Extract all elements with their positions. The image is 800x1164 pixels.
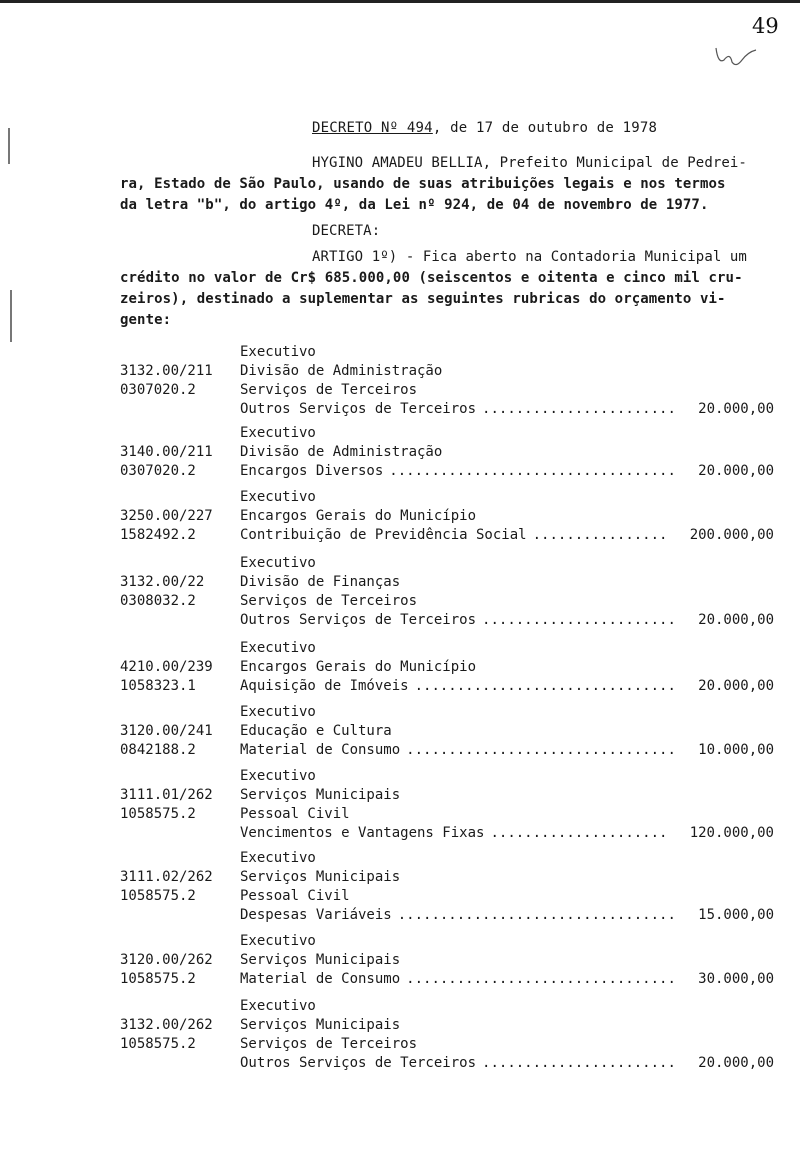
dot-leader: .......................	[482, 401, 676, 417]
article-line: ARTIGO 1º) - Fica aberto na Contadoria Municipal um	[312, 249, 747, 265]
article-line: zeiros), destinado a suplementar as seguintes rubricas do orçamento vi-	[120, 291, 726, 307]
entry-description: Educação e Cultura	[240, 723, 392, 739]
entry-description: Despesas Variáveis	[240, 907, 392, 923]
entry-program-code: 1058575.2	[120, 971, 196, 987]
entry-account-code: 3132.00/211	[120, 363, 213, 379]
entry-description: Pessoal Civil	[240, 806, 350, 822]
entry-unit: Executivo	[240, 850, 316, 866]
entry-account-code: 4210.00/239	[120, 659, 213, 675]
entry-amount: 20.000,00	[698, 401, 774, 417]
entry-description: Contribuição de Previdência Social	[240, 527, 527, 543]
entry-description: Divisão de Finanças	[240, 574, 401, 590]
dot-leader: .................................	[397, 907, 676, 923]
entry-account-code: 3140.00/211	[120, 444, 213, 460]
entry-account-code: 3120.00/262	[120, 952, 213, 968]
dot-leader: ................................	[406, 971, 676, 987]
entry-program-code: 0308032.2	[120, 593, 196, 609]
entry-amount: 15.000,00	[698, 907, 774, 923]
entry-description: Aquisição de Imóveis	[240, 678, 409, 694]
dot-leader: ................	[532, 527, 668, 543]
article-line: gente:	[120, 312, 172, 328]
entry-program-code: 1058575.2	[120, 806, 196, 822]
entry-amount: 200.000,00	[689, 527, 774, 543]
entry-description: Serviços Municipais	[240, 787, 401, 803]
dot-leader: .......................	[482, 612, 676, 628]
entry-account-code: 3111.02/262	[120, 869, 213, 885]
entry-amount: 20.000,00	[698, 463, 774, 479]
entry-description: Serviços de Terceiros	[240, 1036, 418, 1052]
entry-description: Serviços de Terceiros	[240, 382, 418, 398]
dot-leader: .....................	[490, 825, 668, 841]
entry-amount: 120.000,00	[689, 825, 774, 841]
entry-description: Vencimentos e Vantagens Fixas	[240, 825, 485, 841]
entry-amount: 20.000,00	[698, 612, 774, 628]
entry-program-code: 1058575.2	[120, 1036, 196, 1052]
entry-unit: Executivo	[240, 555, 316, 571]
entry-unit: Executivo	[240, 704, 316, 720]
article-line: crédito no valor de Cr$ 685.000,00 (seiscentos e oitenta e cinco mil cru-	[120, 270, 743, 286]
decreta-heading: DECRETA:	[312, 223, 381, 239]
preamble-line: ra, Estado de São Paulo, usando de suas atribuições legais e nos termos	[120, 176, 726, 192]
entry-description: Pessoal Civil	[240, 888, 350, 904]
entry-unit: Executivo	[240, 768, 316, 784]
entry-description: Serviços Municipais	[240, 1017, 401, 1033]
entry-unit: Executivo	[240, 640, 316, 656]
entry-program-code: 0307020.2	[120, 463, 196, 479]
dot-leader: .......................	[482, 1055, 676, 1071]
entry-amount: 20.000,00	[698, 1055, 774, 1071]
entry-account-code: 3120.00/241	[120, 723, 213, 739]
dot-leader: ................................	[406, 742, 676, 758]
entry-program-code: 1058323.1	[120, 678, 196, 694]
entry-description: Serviços Municipais	[240, 869, 401, 885]
entry-program-code: 0307020.2	[120, 382, 196, 398]
dot-leader: ...............................	[414, 678, 676, 694]
entry-description: Serviços de Terceiros	[240, 593, 418, 609]
preamble-line: da letra "b", do artigo 4º, da Lei nº 924, de 04 de novembro de 1977.	[120, 197, 709, 213]
decree-title	[312, 120, 657, 136]
entry-account-code: 3132.00/262	[120, 1017, 213, 1033]
entry-amount: 20.000,00	[698, 678, 774, 694]
top-border	[0, 0, 800, 3]
entry-amount: 30.000,00	[698, 971, 774, 987]
entry-description: Serviços Municipais	[240, 952, 401, 968]
entry-unit: Executivo	[240, 344, 316, 360]
entry-program-code: 1582492.2	[120, 527, 196, 543]
entry-description: Material de Consumo	[240, 742, 401, 758]
entry-account-code: 3250.00/227	[120, 508, 213, 524]
page-number: 49	[752, 14, 779, 38]
entry-account-code: 3132.00/22	[120, 574, 205, 590]
margin-mark	[8, 128, 10, 164]
entry-program-code: 0842188.2	[120, 742, 196, 758]
entry-amount: 10.000,00	[698, 742, 774, 758]
entry-unit: Executivo	[240, 933, 316, 949]
entry-description: Outros Serviços de Terceiros	[240, 1055, 477, 1071]
entry-description: Divisão de Administração	[240, 363, 443, 379]
decree-number: DECRETO Nº 494	[312, 120, 433, 136]
entry-description: Encargos Diversos	[240, 463, 384, 479]
entry-description: Material de Consumo	[240, 971, 401, 987]
entry-unit: Executivo	[240, 489, 316, 505]
decree-date: , de 17 de outubro de 1978	[432, 120, 658, 136]
entry-description: Outros Serviços de Terceiros	[240, 612, 477, 628]
entry-unit: Executivo	[240, 425, 316, 441]
entry-unit: Executivo	[240, 998, 316, 1014]
entry-program-code: 1058575.2	[120, 888, 196, 904]
preamble-line: HYGINO AMADEU BELLIA, Prefeito Municipal de Pedrei-	[312, 155, 747, 171]
entry-description: Outros Serviços de Terceiros	[240, 401, 477, 417]
margin-mark	[10, 290, 12, 342]
dot-leader: ..................................	[389, 463, 676, 479]
entry-description: Encargos Gerais do Município	[240, 659, 477, 675]
entry-account-code: 3111.01/262	[120, 787, 213, 803]
entry-description: Divisão de Administração	[240, 444, 443, 460]
entry-description: Encargos Gerais do Município	[240, 508, 477, 524]
handwritten-mark-icon	[712, 42, 762, 70]
